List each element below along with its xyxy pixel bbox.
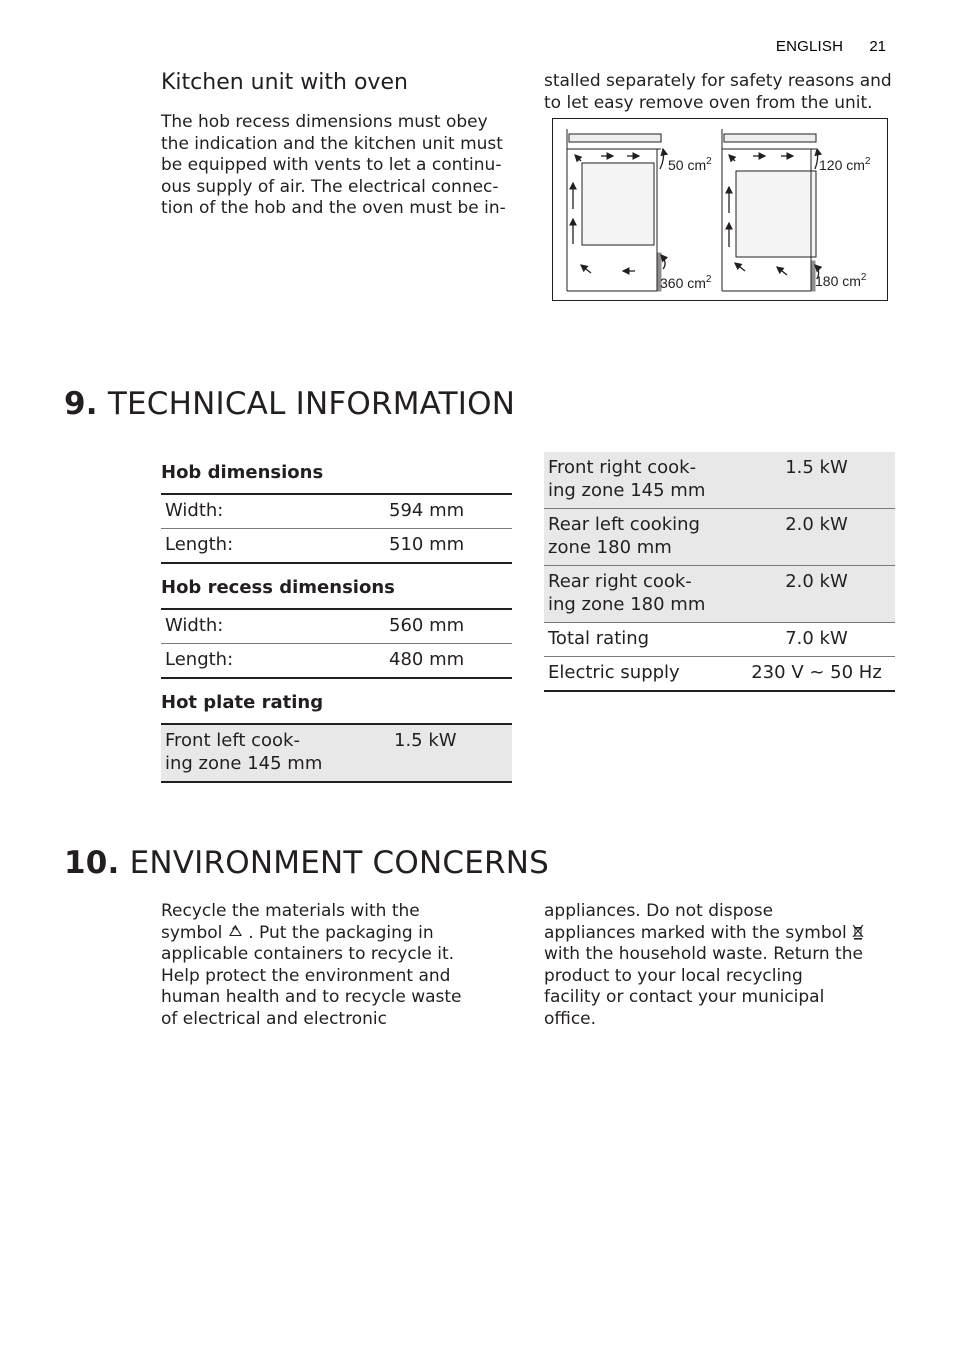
recycle-icon <box>228 925 243 939</box>
environment-text-col1 <box>161 901 491 1030</box>
ventilation-diagram <box>552 118 888 301</box>
row-value: 560 mm <box>389 615 465 636</box>
row-label: Rear right cook- ing zone 180 mm <box>544 566 738 623</box>
page-number: 21 <box>869 38 886 55</box>
hob-dimensions-heading: Hob dimensions <box>161 462 324 483</box>
table-row <box>161 644 512 679</box>
row-label: Front right cook- ing zone 145 mm <box>544 452 738 509</box>
right-cabinet <box>722 129 816 291</box>
row-label: Front left cook- ing zone 145 mm <box>161 724 390 782</box>
section-title-text: ENVIRONMENT CONCERNS <box>129 845 550 881</box>
row-label: Electric supply <box>548 662 680 683</box>
env-paragraph-rest: applicable containers to recycle it. Help protect the environment and human health and to recycle waste of electrical and electronic <box>161 944 462 1029</box>
table-row <box>161 724 512 782</box>
table-row <box>544 566 895 623</box>
table-row <box>161 529 512 564</box>
environment-concerns-heading <box>64 845 549 881</box>
kitchen-paragraph-1: The hob recess dimensions must obey the indication and the kitchen unit must be equipped with vents to let a continu- ous supply of air. The electrical connec- tion of the hob and the oven must be in- <box>161 112 506 218</box>
hob-dimensions-table <box>161 493 512 564</box>
hob-recess-heading: Hob recess dimensions <box>161 577 395 598</box>
kitchen-unit-text-col2 <box>544 71 904 114</box>
row-value: 7.0 kW <box>785 628 848 649</box>
left-top-area-label: 50 $cm^2$ <box>668 156 712 173</box>
left-cabinet <box>567 129 661 291</box>
section-number: 10. <box>64 845 120 881</box>
row-value: 594 mm <box>389 500 465 521</box>
technical-information-heading <box>64 386 515 422</box>
section-number: 9. <box>64 386 98 422</box>
kitchen-unit-text-col1 <box>161 112 521 220</box>
right-top-area-label: 120 $cm^2$ <box>819 156 871 173</box>
kitchen-unit-heading: Kitchen unit with oven <box>161 70 408 95</box>
left-bottom-area-label: 360 $cm^2$ <box>660 274 712 291</box>
hot-plate-table <box>161 723 512 783</box>
hot-plate-rating-heading: Hot plate rating <box>161 692 324 713</box>
table-row <box>544 623 895 657</box>
row-label: Width: <box>165 500 224 521</box>
cooking-zone-rating-table <box>544 452 895 692</box>
hob-recess-table <box>161 608 512 679</box>
env-line-3: appliances. Do not dispose <box>544 901 774 921</box>
row-value: 2.0 kW <box>738 509 895 566</box>
row-value: 2.0 kW <box>738 566 895 623</box>
env-line-4: appliances marked with the symbol <box>544 923 884 945</box>
row-value: 1.5 kW <box>738 452 895 509</box>
page-header <box>776 38 886 55</box>
table-row <box>544 452 895 509</box>
table-row <box>544 657 895 692</box>
row-value: 480 mm <box>389 649 465 670</box>
env-paragraph-rest-2: with the household waste. Return the product to your local recycling facility or contact your municipal office. <box>544 944 863 1029</box>
row-value: 1.5 kW <box>390 724 512 782</box>
table-row <box>161 609 512 644</box>
row-label: Length: <box>165 534 234 555</box>
kitchen-paragraph-2: stalled separately for safety reasons and to let easy remove oven from the unit. <box>544 71 892 113</box>
env-line-2: symbol . Put the packaging in <box>161 922 434 943</box>
table-row <box>544 509 895 566</box>
language-label: ENGLISH <box>775 38 844 55</box>
row-value: 230 V ~ 50 Hz <box>751 662 882 683</box>
row-label: Length: <box>165 649 234 670</box>
section-title-text: TECHNICAL INFORMATION <box>107 386 516 422</box>
environment-text-col2 <box>544 901 884 1030</box>
table-row <box>161 494 512 529</box>
row-label: Rear left cooking zone 180 mm <box>544 509 738 566</box>
ventilation-diagram-svg <box>553 119 887 300</box>
row-label: Width: <box>165 615 224 636</box>
row-value: 510 mm <box>389 534 465 555</box>
right-bottom-area-label: 180 $cm^2$ <box>815 272 867 289</box>
env-line-1: Recycle the materials with the <box>161 901 420 921</box>
row-label: Total rating <box>548 628 650 649</box>
crossed-out-bin-icon <box>852 924 864 940</box>
